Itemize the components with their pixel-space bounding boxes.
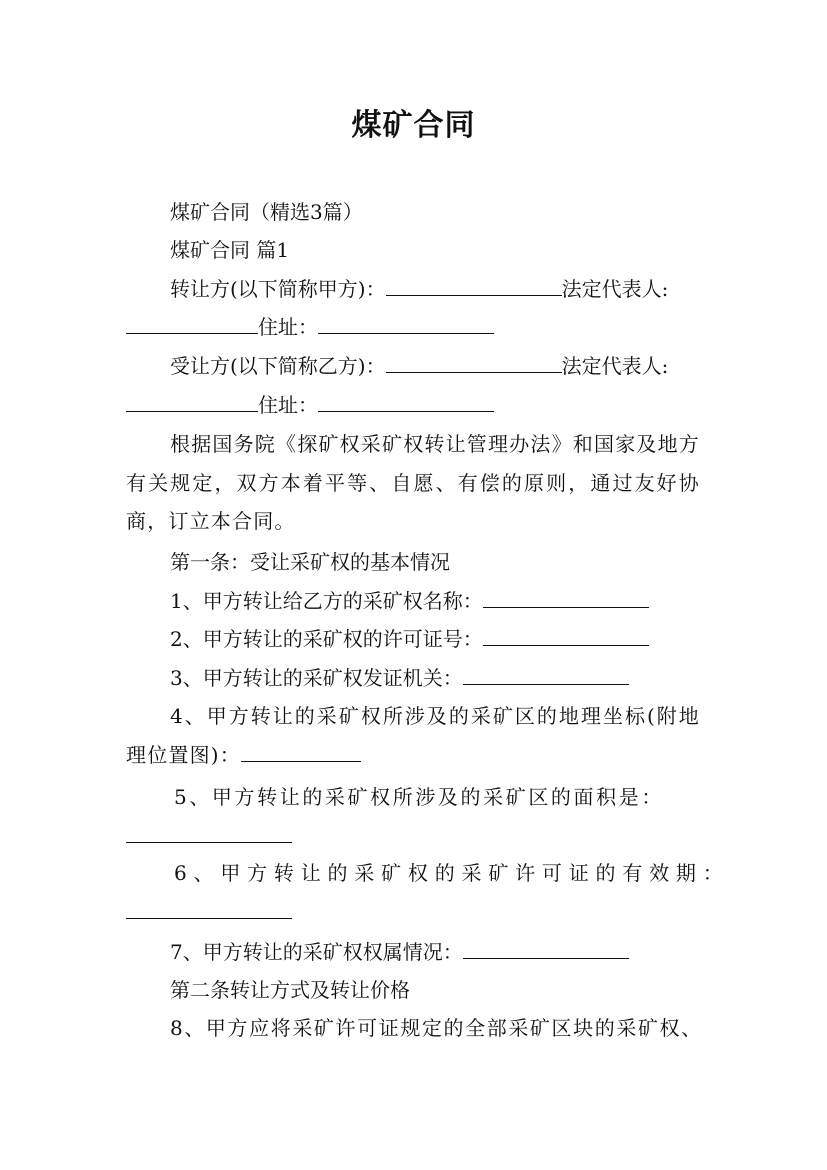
subtitle: 煤矿合同（精选3篇） — [170, 200, 363, 224]
item-3-blank — [463, 666, 629, 685]
item-6-blank-line — [126, 898, 292, 926]
item-3-line — [170, 664, 629, 692]
item-8-text: 8、甲方应将采矿许可证规定的全部采矿区块的采矿权、 — [170, 1016, 703, 1040]
transferee-line — [170, 352, 668, 380]
document-title: 煤矿合同 — [351, 108, 476, 143]
item-4-paragraph — [126, 697, 700, 774]
transferee-label: 受让方(以下简称乙方)： — [170, 354, 386, 378]
transferor-address-label: 住址： — [258, 315, 318, 339]
item-7-blank — [463, 940, 629, 959]
item-4-blank — [241, 743, 361, 762]
transferee-legal-rep-blank — [126, 393, 258, 412]
item-1-line — [170, 587, 649, 615]
transferor-legal-rep-blank — [126, 315, 258, 334]
transferor-line — [170, 275, 668, 303]
item-6-blank — [126, 900, 292, 919]
transferee-legal-rep-label: 法定代表人: — [561, 354, 669, 378]
item-2-text: 2、甲方转让的采矿权的许可证号： — [170, 627, 483, 651]
item-5-blank — [126, 824, 292, 843]
intro-paragraph: 根据国务院《探矿权采矿权转让管理办法》和国家及地方有关规定，双方本着平等、自愿、有偿的原则，通过友好协商，订立本合同。 — [126, 432, 700, 533]
transferor-address-line — [126, 313, 494, 341]
transferor-address-blank — [318, 315, 494, 334]
transferee-address-label: 住址： — [258, 393, 318, 417]
transferee-address-blank — [318, 393, 494, 412]
item-2-blank — [483, 627, 649, 646]
transferee-address-line — [126, 391, 494, 419]
item-6-text: 6、甲方转让的采矿权的采矿许可证的有效期： — [174, 861, 730, 885]
transferor-legal-rep-label: 法定代表人: — [561, 277, 669, 301]
transferor-label: 转让方(以下简称甲方)： — [170, 277, 386, 301]
item-2-line — [170, 625, 649, 653]
part-heading: 煤矿合同 篇1 — [170, 238, 290, 262]
item-5-text: 5、甲方转让的采矿权所涉及的采矿区的面积是： — [174, 785, 664, 809]
transferee-name-blank — [386, 354, 562, 373]
article2-heading: 第二条转让方式及转让价格 — [170, 978, 410, 1002]
item-3-text: 3、甲方转让的采矿权发证机关： — [170, 666, 463, 690]
item-7-text: 7、甲方转让的采矿权权属情况： — [170, 940, 463, 964]
transferor-name-blank — [386, 277, 562, 296]
item-4-text: 4、甲方转让的采矿权所涉及的采矿区的地理坐标(附地理位置图)： — [126, 704, 700, 767]
article1-heading: 第一条：受让采矿权的基本情况 — [170, 550, 450, 574]
item-1-text: 1、甲方转让给乙方的采矿权名称： — [170, 589, 483, 613]
item-7-line — [170, 938, 629, 966]
item-1-blank — [483, 589, 649, 608]
item-5-blank-line — [126, 822, 292, 850]
